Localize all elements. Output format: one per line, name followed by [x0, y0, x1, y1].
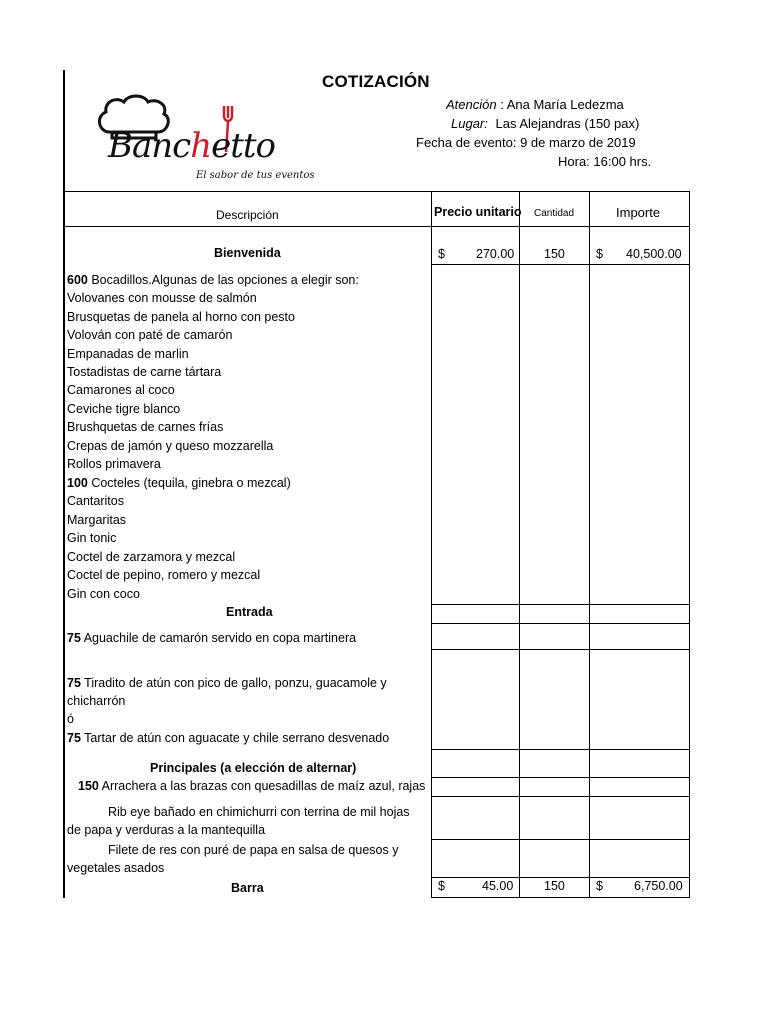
barra-currency: $: [438, 879, 445, 893]
brand-part-c: etto: [211, 126, 276, 166]
entrada-c-bottom: [431, 749, 690, 750]
list-item: Empanadas de marlin: [67, 347, 189, 361]
entrada-c-qty: 75: [67, 731, 81, 745]
principales-b-text-1: Rib eye bañado en chimichurri con terrina de mil hojas: [108, 805, 410, 819]
lugar-value: Las Alejandras (150 pax): [495, 116, 640, 131]
list-item: Volovanes con mousse de salmón: [67, 291, 257, 305]
list-item: Camarones al coco: [67, 383, 175, 397]
header-importe: Importe: [616, 205, 661, 220]
bienvenida-currency: $: [438, 247, 445, 261]
entrada-b-text-2: chicharrón: [67, 694, 126, 708]
entrada-b-text: Tiradito de atún con pico de gallo, ponzu, guacamole y: [80, 676, 387, 690]
bienvenida-cantidad: 150: [544, 247, 565, 261]
principales-a-text: Arrachera a las brazas con quesadillas de maíz azul, rajas: [98, 779, 426, 793]
col-divider-cantidad: [519, 191, 520, 898]
table-right-border: [689, 191, 690, 898]
list-item: Brushquetas de carnes frías: [67, 420, 224, 434]
bocadillos-title: [67, 273, 359, 287]
list-item: Coctel de pepino, romero y mezcal: [67, 568, 261, 582]
quote-table: [64, 191, 690, 898]
list-item: Tostadistas de carne tártara: [67, 365, 222, 379]
list-item: Cantaritos: [67, 494, 124, 508]
barra-importe-currency: $: [596, 879, 603, 893]
brand-wordmark: [108, 126, 275, 166]
entrada-c-text: Tartar de atún con aguacate y chile serrano desvenado: [80, 731, 390, 745]
barra-row-bottom: [431, 897, 690, 898]
principales-b-bottom: [431, 839, 690, 840]
bocadillos-text: Bocadillos.Algunas de las opciones a elegir son:: [87, 273, 359, 287]
entrada-a-text: Aguachile de camarón servido en copa martinera: [80, 631, 357, 645]
lugar-line: [451, 116, 639, 131]
banchetto-logo: [92, 92, 315, 188]
principales-c-text-1: Filete de res con puré de papa en salsa de quesos y: [108, 843, 399, 857]
entrada-item-a: [67, 631, 356, 645]
list-item: Gin con coco: [67, 587, 140, 601]
bocadillos-qty: 600: [67, 273, 88, 287]
list-item: Volován con paté de camarón: [67, 328, 233, 342]
principales-c-text-2: vegetales asados: [67, 861, 165, 875]
brand-tagline: El sabor de tus eventos: [196, 170, 315, 181]
brand-part-b: h: [190, 126, 212, 166]
header-cantidad: Cantidad: [534, 208, 575, 219]
principales-a-qty: 150: [78, 779, 99, 793]
col-divider-precio: [431, 191, 432, 898]
list-item: Coctel de zarzamora y mezcal: [67, 550, 236, 564]
bienvenida-importe-currency: $: [596, 247, 603, 261]
bienvenida-row-bottom: [431, 264, 690, 265]
entrada-item-b: [67, 676, 387, 690]
cocteles-text: Cocteles (tequila, ginebra o mezcal): [87, 476, 291, 490]
atencion-label: Atención: [446, 97, 497, 112]
bienvenida-importe: 40,500.00: [626, 247, 682, 261]
bienvenida-precio: 270.00: [476, 247, 515, 261]
entrada-b-qty: 75: [67, 676, 81, 690]
header-precio: Precio unitario: [434, 205, 522, 219]
barra-row-top: [431, 877, 690, 878]
entrada-or: ó: [67, 712, 74, 726]
list-item: Crepas de jamón y queso mozzarella: [67, 439, 274, 453]
principales-a-bottom: [431, 796, 690, 797]
principales-row-bottom: [431, 777, 690, 778]
atencion-value: : Ana María Ledezma: [500, 97, 624, 112]
lugar-label: Lugar:: [451, 116, 488, 131]
header-descripcion: Descripción: [216, 208, 279, 222]
bienvenida-label: Bienvenida: [214, 246, 281, 260]
principales-label: Principales (a elección de alternar): [150, 761, 357, 775]
hora-evento: Hora: 16:00 hrs.: [558, 154, 652, 169]
atencion-line: [446, 97, 624, 112]
entrada-label: Entrada: [226, 605, 273, 619]
barra-label: Barra: [231, 881, 264, 895]
entrada-item-c: [67, 731, 389, 745]
header-bottom-border: [64, 226, 690, 227]
list-item: Rollos primavera: [67, 457, 161, 471]
list-item: Margaritas: [67, 513, 127, 527]
entrada-a-bottom: [431, 649, 690, 650]
entrada-row-bottom: [431, 623, 690, 624]
principales-item-a: [78, 779, 425, 793]
cocteles-qty: 100: [67, 476, 88, 490]
barra-cantidad: 150: [544, 879, 565, 893]
brand-part-a: Banc: [108, 126, 191, 166]
principales-b-text-2: de papa y verduras a la mantequilla: [67, 823, 266, 837]
list-item: Ceviche tigre blanco: [67, 402, 181, 416]
entrada-row-top: [431, 604, 690, 605]
col-divider-importe: [589, 191, 590, 898]
table-top-border: [64, 191, 690, 192]
list-item: Brusquetas de panela al horno con pesto: [67, 310, 295, 324]
entrada-a-qty: 75: [67, 631, 81, 645]
page-title: COTIZACIÓN: [322, 72, 430, 91]
fecha-evento: Fecha de evento: 9 de marzo de 2019: [416, 135, 636, 150]
barra-importe: 6,750.00: [634, 879, 683, 893]
cocteles-title: [67, 476, 291, 490]
list-item: Gin tonic: [67, 531, 117, 545]
barra-precio: 45.00: [482, 879, 514, 893]
